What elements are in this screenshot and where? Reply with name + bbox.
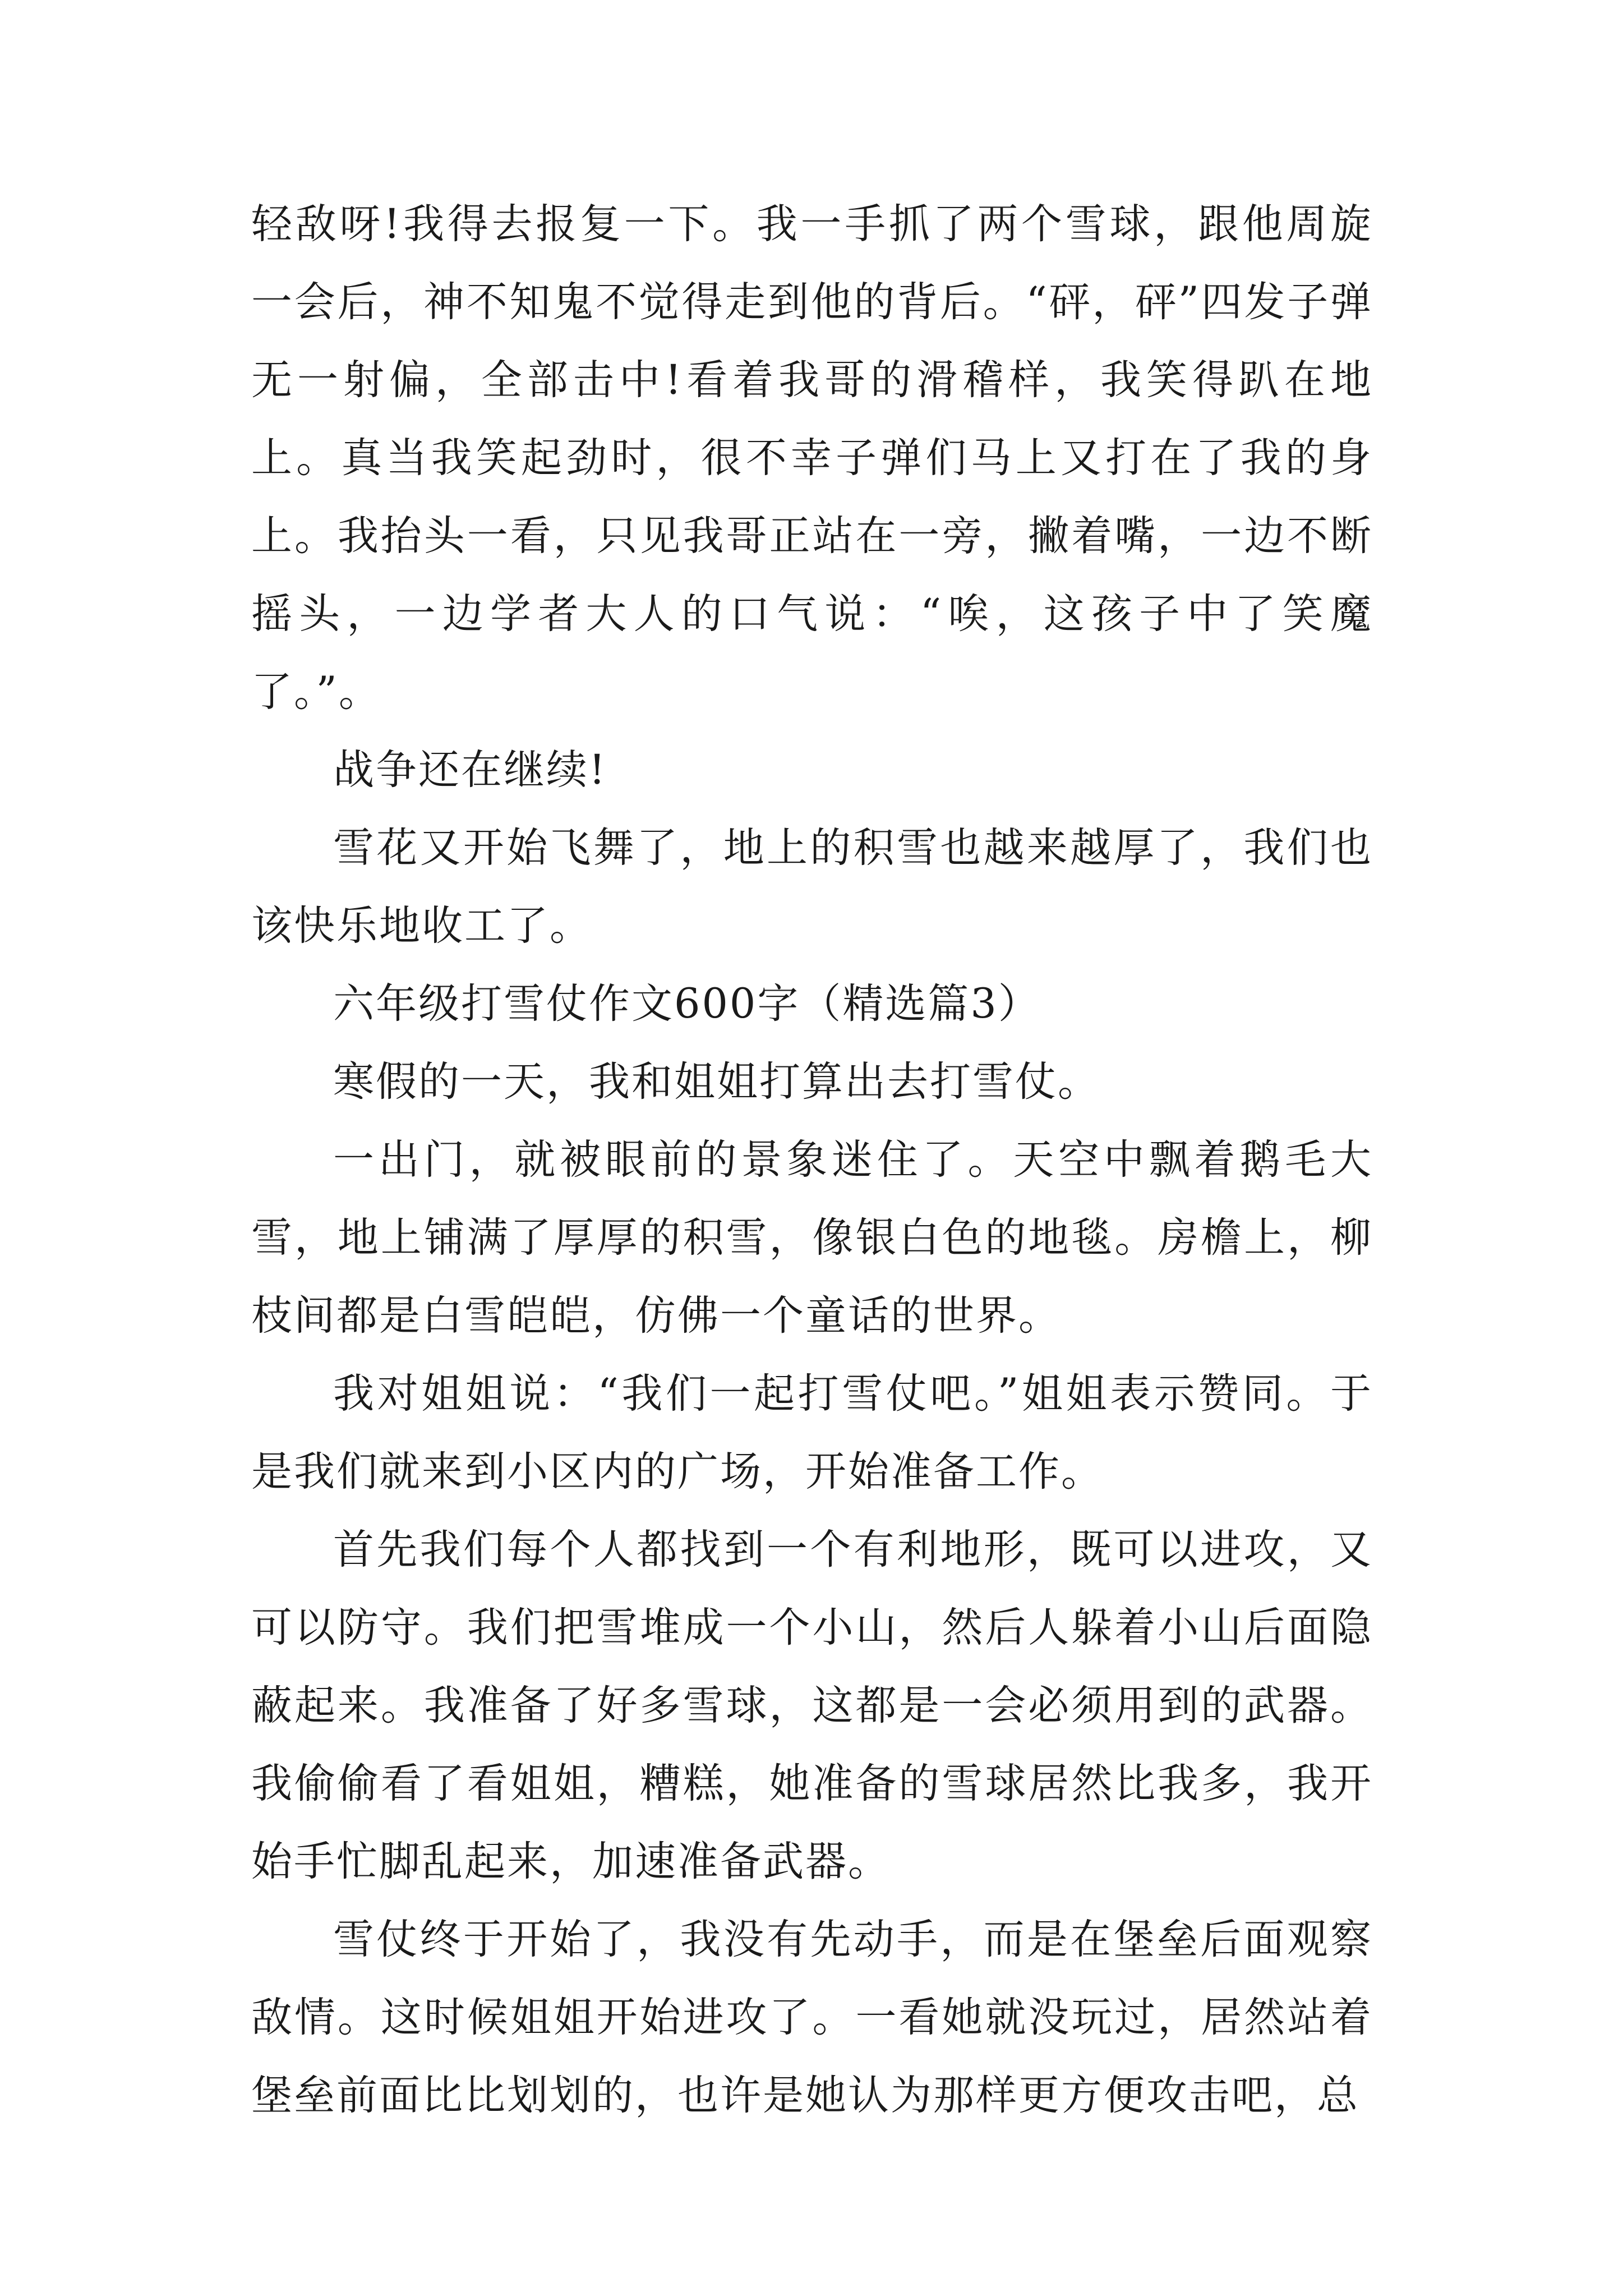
paragraph-8: 首先我们每个人都找到一个有利地形，既可以进攻，又可以防守。我们把雪堆成一个小山，然后人躲着小山后面隐蔽起来。我准备了好多雪球，这都是一会必须用到的武器。我偷偷看了看姐姐，糟糕，她准备的雪球居然比我多，我开始手忙脚乱起来，加速准备武器。 xyxy=(251,1526,1373,1885)
paragraph-7: 我对姐姐说：“我们一起打雪仗吧。”姐姐表示赞同。于是我们就来到小区内的广场，开始准备工作。 xyxy=(251,1370,1373,1496)
document-body xyxy=(251,185,1373,2134)
paragraph-5: 寒假的一天，我和姐姐打算出去打雪仗。 xyxy=(333,1058,1100,1106)
paragraph-2: 战争还在继续! xyxy=(333,746,607,794)
paragraph-3: 雪花又开始飞舞了，地上的积雪也越来越厚了，我们也该快乐地收工了。 xyxy=(251,824,1373,950)
paragraph-6: 一出门，就被眼前的景象迷住了。天空中飘着鹅毛大雪，地上铺满了厚厚的积雪，像银白色的地毯。房檐上，柳枝间都是白雪皑皑，仿佛一个童话的世界。 xyxy=(251,1136,1373,1340)
paragraph-1: 轻敌呀!我得去报复一下。我一手抓了两个雪球，跟他周旋一会后，神不知鬼不觉得走到他的背后。“砰，砰”四发子弹无一射偏，全部击中!看着我哥的滑稽样，我笑得趴在地上。真当我笑起劲时，很不幸子弹们马上又打在了我的身上。我抬头一看，只见我哥正站在一旁，撇着嘴，一边不断摇头，一边学者大人的口气说：“唉，这孩子中了笑魔了。”。 xyxy=(251,200,1373,716)
section-heading: 六年级打雪仗作文600字（精选篇3） xyxy=(333,980,1041,1028)
paragraph-9: 雪仗终于开始了，我没有先动手，而是在堡垒后面观察敌情。这时候姐姐开始进攻了。一看她就没玩过，居然站着堡垒前面比比划划的，也许是她认为那样更方便攻击吧，总 xyxy=(251,1916,1373,2119)
